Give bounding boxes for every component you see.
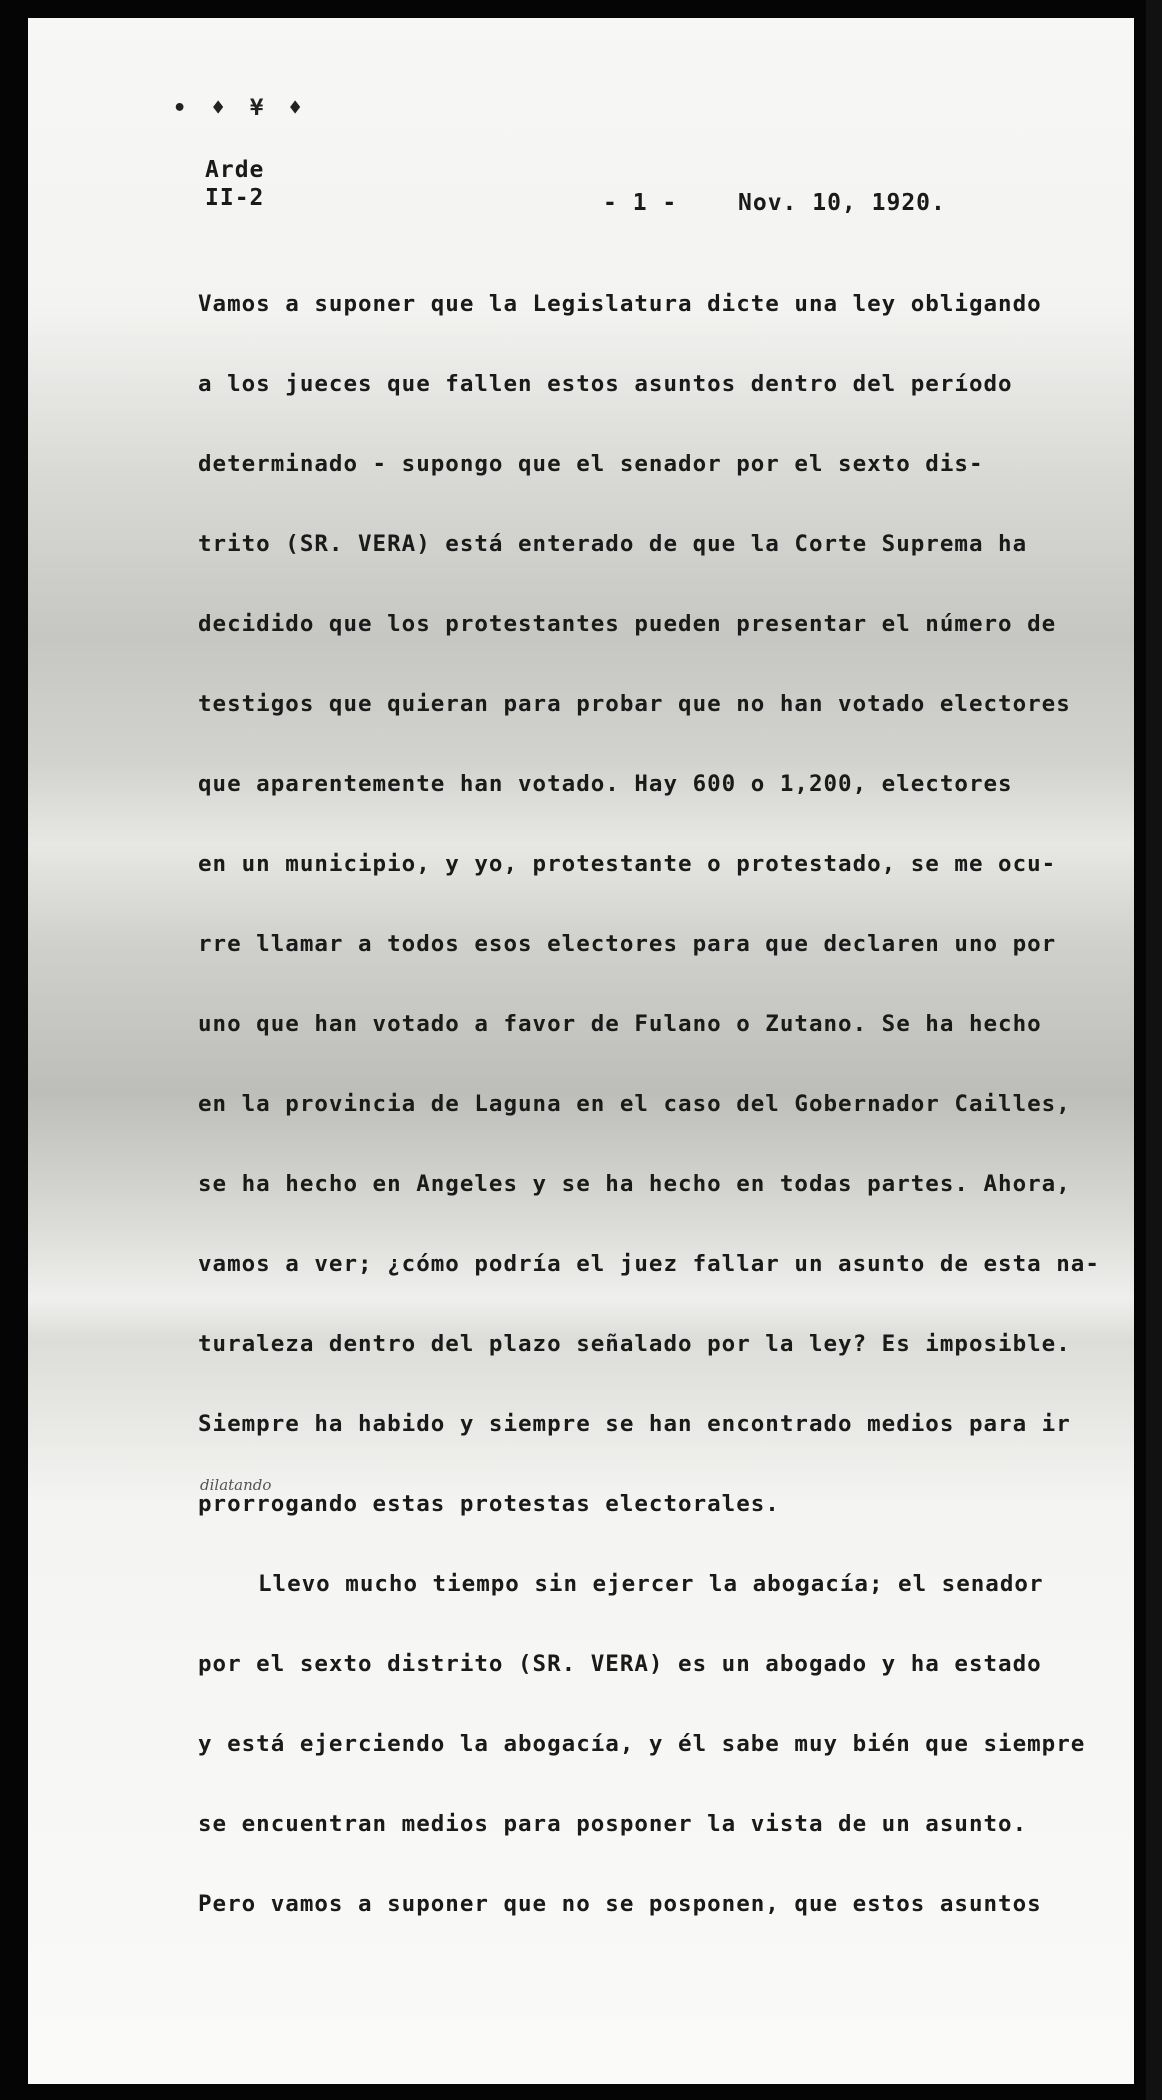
scan-edge: [1146, 0, 1162, 2100]
text-line: Siempre ha habido y siempre se han encontrado medios para ir: [198, 1411, 1071, 1437]
text-line: a los jueces que fallen estos asuntos dentro del período: [198, 371, 1013, 397]
body-text: [198, 290, 1098, 1970]
reference-line-1: Arde: [205, 157, 265, 183]
text-line: decidido que los protestantes pueden presentar el número de: [198, 611, 1057, 637]
text-line: vamos a ver; ¿cómo podría el juez fallar un asunto de esta na-: [198, 1251, 1100, 1277]
handwritten-note: dilatando: [200, 1476, 272, 1494]
text-line: trito (SR. VERA) está enterado de que la Corte Suprema ha: [198, 531, 1028, 557]
page-number: - 1 -: [603, 190, 678, 216]
text-line: turaleza dentro del plazo señalado por la ley? Es imposible.: [198, 1331, 1071, 1357]
ink-specks: • ♦ ¥ ♦: [173, 96, 308, 121]
text-line: rre llamar a todos esos electores para que declaren uno por: [198, 931, 1057, 957]
paragraph-start-line: Llevo mucho tiempo sin ejercer la abogacía; el senador: [258, 1571, 1044, 1597]
document-date: Nov. 10, 1920.: [738, 190, 946, 216]
text-line: se ha hecho en Angeles y se ha hecho en todas partes. Ahora,: [198, 1171, 1071, 1197]
text-line: uno que han votado a favor de Fulano o Zutano. Se ha hecho: [198, 1011, 1042, 1037]
text-line: testigos que quieran para probar que no han votado electores: [198, 691, 1071, 717]
text-line: y está ejerciendo la abogacía, y él sabe muy bién que siempre: [198, 1731, 1086, 1757]
text-line: por el sexto distrito (SR. VERA) es un abogado y ha estado: [198, 1651, 1042, 1677]
text-line: que aparentemente han votado. Hay 600 o 1,200, electores: [198, 771, 1013, 797]
text-line: en la provincia de Laguna en el caso del Gobernador Cailles,: [198, 1091, 1071, 1117]
typewritten-page: [28, 18, 1134, 2084]
text-line: Pero vamos a suponer que no se posponen, que estos asuntos: [198, 1891, 1042, 1917]
text-line: se encuentran medios para posponer la vista de un asunto.: [198, 1811, 1028, 1837]
document-reference: [205, 156, 264, 212]
text-line: prorrogando estas protestas electorales.: [198, 1491, 780, 1517]
reference-line-2: II-2: [205, 185, 265, 211]
text-line: determinado - supongo que el senador por el sexto dis-: [198, 451, 984, 477]
text-line: Vamos a suponer que la Legislatura dicte una ley obligando: [198, 291, 1042, 317]
text-line: en un municipio, y yo, protestante o protestado, se me ocu-: [198, 851, 1057, 877]
